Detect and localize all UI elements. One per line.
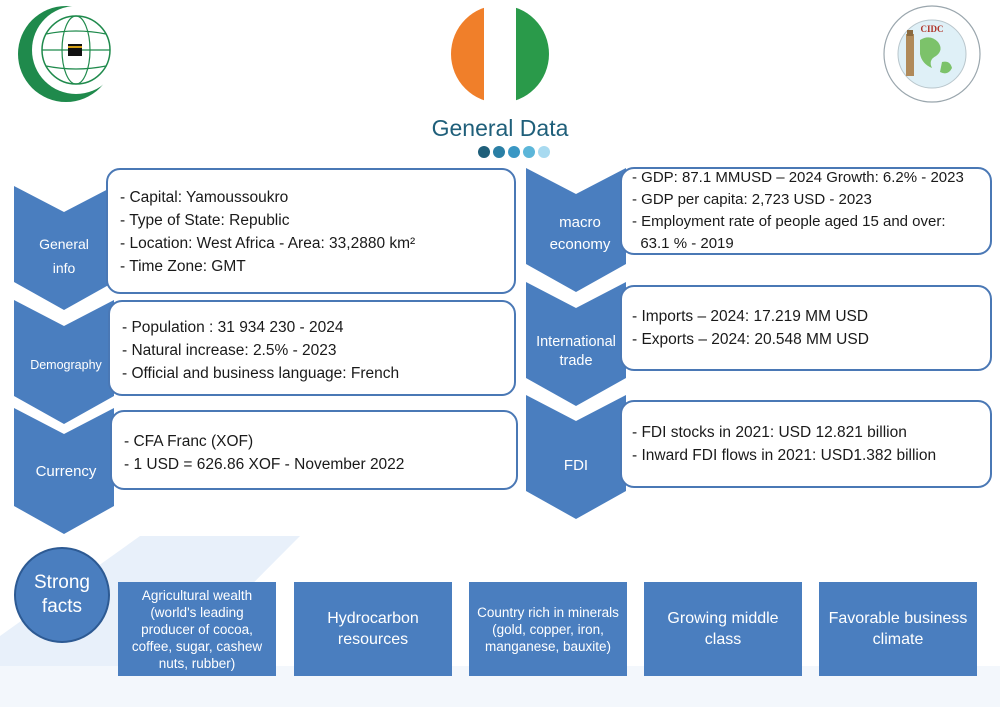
general-info-label-line: General xyxy=(39,236,89,252)
fact-text: Growing middle class xyxy=(667,610,779,648)
title-dot xyxy=(493,146,505,158)
fdi-label xyxy=(526,456,626,476)
list-item: 63.1 % - 2019 xyxy=(632,235,734,252)
strong-facts-title-line: Strong xyxy=(34,572,90,593)
currency-label-line: Currency xyxy=(35,463,97,480)
international-trade-label-line: trade xyxy=(559,353,593,369)
cidc-logo xyxy=(880,4,984,104)
fact-text: Agricultural wealth (world's leading producer of cocoa, coffee, sugar, cashew nuts, rubber) xyxy=(131,587,263,671)
strong-facts-circle xyxy=(14,547,110,643)
international-trade-box xyxy=(620,285,992,371)
currency-box xyxy=(110,410,518,490)
page-title: General Data xyxy=(431,115,569,141)
list-item: - Time Zone: GMT xyxy=(120,258,246,275)
demography-box xyxy=(108,300,516,396)
title-dot xyxy=(523,146,535,158)
demography-label-line: Demography xyxy=(30,358,102,372)
fact-text: Hydrocarbon resources xyxy=(327,610,419,648)
list-item: - Exports – 2024: 20.548 MM USD xyxy=(632,331,869,348)
fact-hydrocarbon xyxy=(294,582,452,676)
list-item: - Imports – 2024: 17.219 MM USD xyxy=(632,308,869,325)
fact-agricultural-wealth xyxy=(118,582,276,676)
general-info-box xyxy=(106,168,516,294)
fact-minerals xyxy=(469,582,627,676)
international-trade-label-line: International xyxy=(536,334,616,350)
currency-label xyxy=(14,462,118,482)
fdi-label-line: FDI xyxy=(563,457,589,474)
title-dot xyxy=(538,146,550,158)
list-item: - Type of State: Republic xyxy=(120,212,290,229)
cote-divoire-flag xyxy=(448,4,552,104)
general-info-label-line: info xyxy=(52,260,76,276)
list-item: - 1 USD = 626.86 XOF - November 2022 xyxy=(124,456,405,473)
list-item: - Employment rate of people aged 15 and over: xyxy=(632,213,946,230)
list-item: - Population : 31 934 230 - 2024 xyxy=(122,319,344,336)
macro-economy-box xyxy=(620,167,992,255)
list-item: - CFA Franc (XOF) xyxy=(124,433,254,450)
list-item: - Location: West Africa - Area: 33,2880 km² xyxy=(120,235,416,252)
fact-text: Favorable business climate xyxy=(828,610,968,648)
fdi-box xyxy=(620,400,992,488)
oic-logo xyxy=(14,4,118,104)
fact-text: Country rich in minerals (gold, copper, iron, manganese, bauxite) xyxy=(477,604,619,654)
title-dot xyxy=(478,146,490,158)
international-trade-label xyxy=(526,333,626,371)
list-item: - GDP: 87.1 MMUSD – 2024 Growth: 6.2% - 2023 xyxy=(632,169,964,186)
general-info-label xyxy=(14,232,114,280)
macro-economy-label-line: economy xyxy=(549,236,611,253)
cidc-logo-text: CIDC xyxy=(920,24,944,34)
strong-facts-title-line: facts xyxy=(41,596,83,617)
list-item: - GDP per capita: 2,723 USD - 2023 xyxy=(632,191,872,208)
macro-economy-label xyxy=(530,212,630,256)
list-item: - Natural increase: 2.5% - 2023 xyxy=(122,342,337,359)
demography-label xyxy=(14,357,118,374)
fact-middle-class xyxy=(644,582,802,676)
list-item: - FDI stocks in 2021: USD 12.821 billion xyxy=(632,424,907,441)
list-item: - Inward FDI flows in 2021: USD1.382 billion xyxy=(632,447,937,464)
list-item: - Capital: Yamoussoukro xyxy=(120,189,289,206)
list-item: - Official and business language: French xyxy=(122,365,400,382)
title-dot xyxy=(508,146,520,158)
title-dots xyxy=(478,146,550,158)
fact-business-climate xyxy=(819,582,977,676)
macro-economy-label-line: macro xyxy=(559,214,601,231)
